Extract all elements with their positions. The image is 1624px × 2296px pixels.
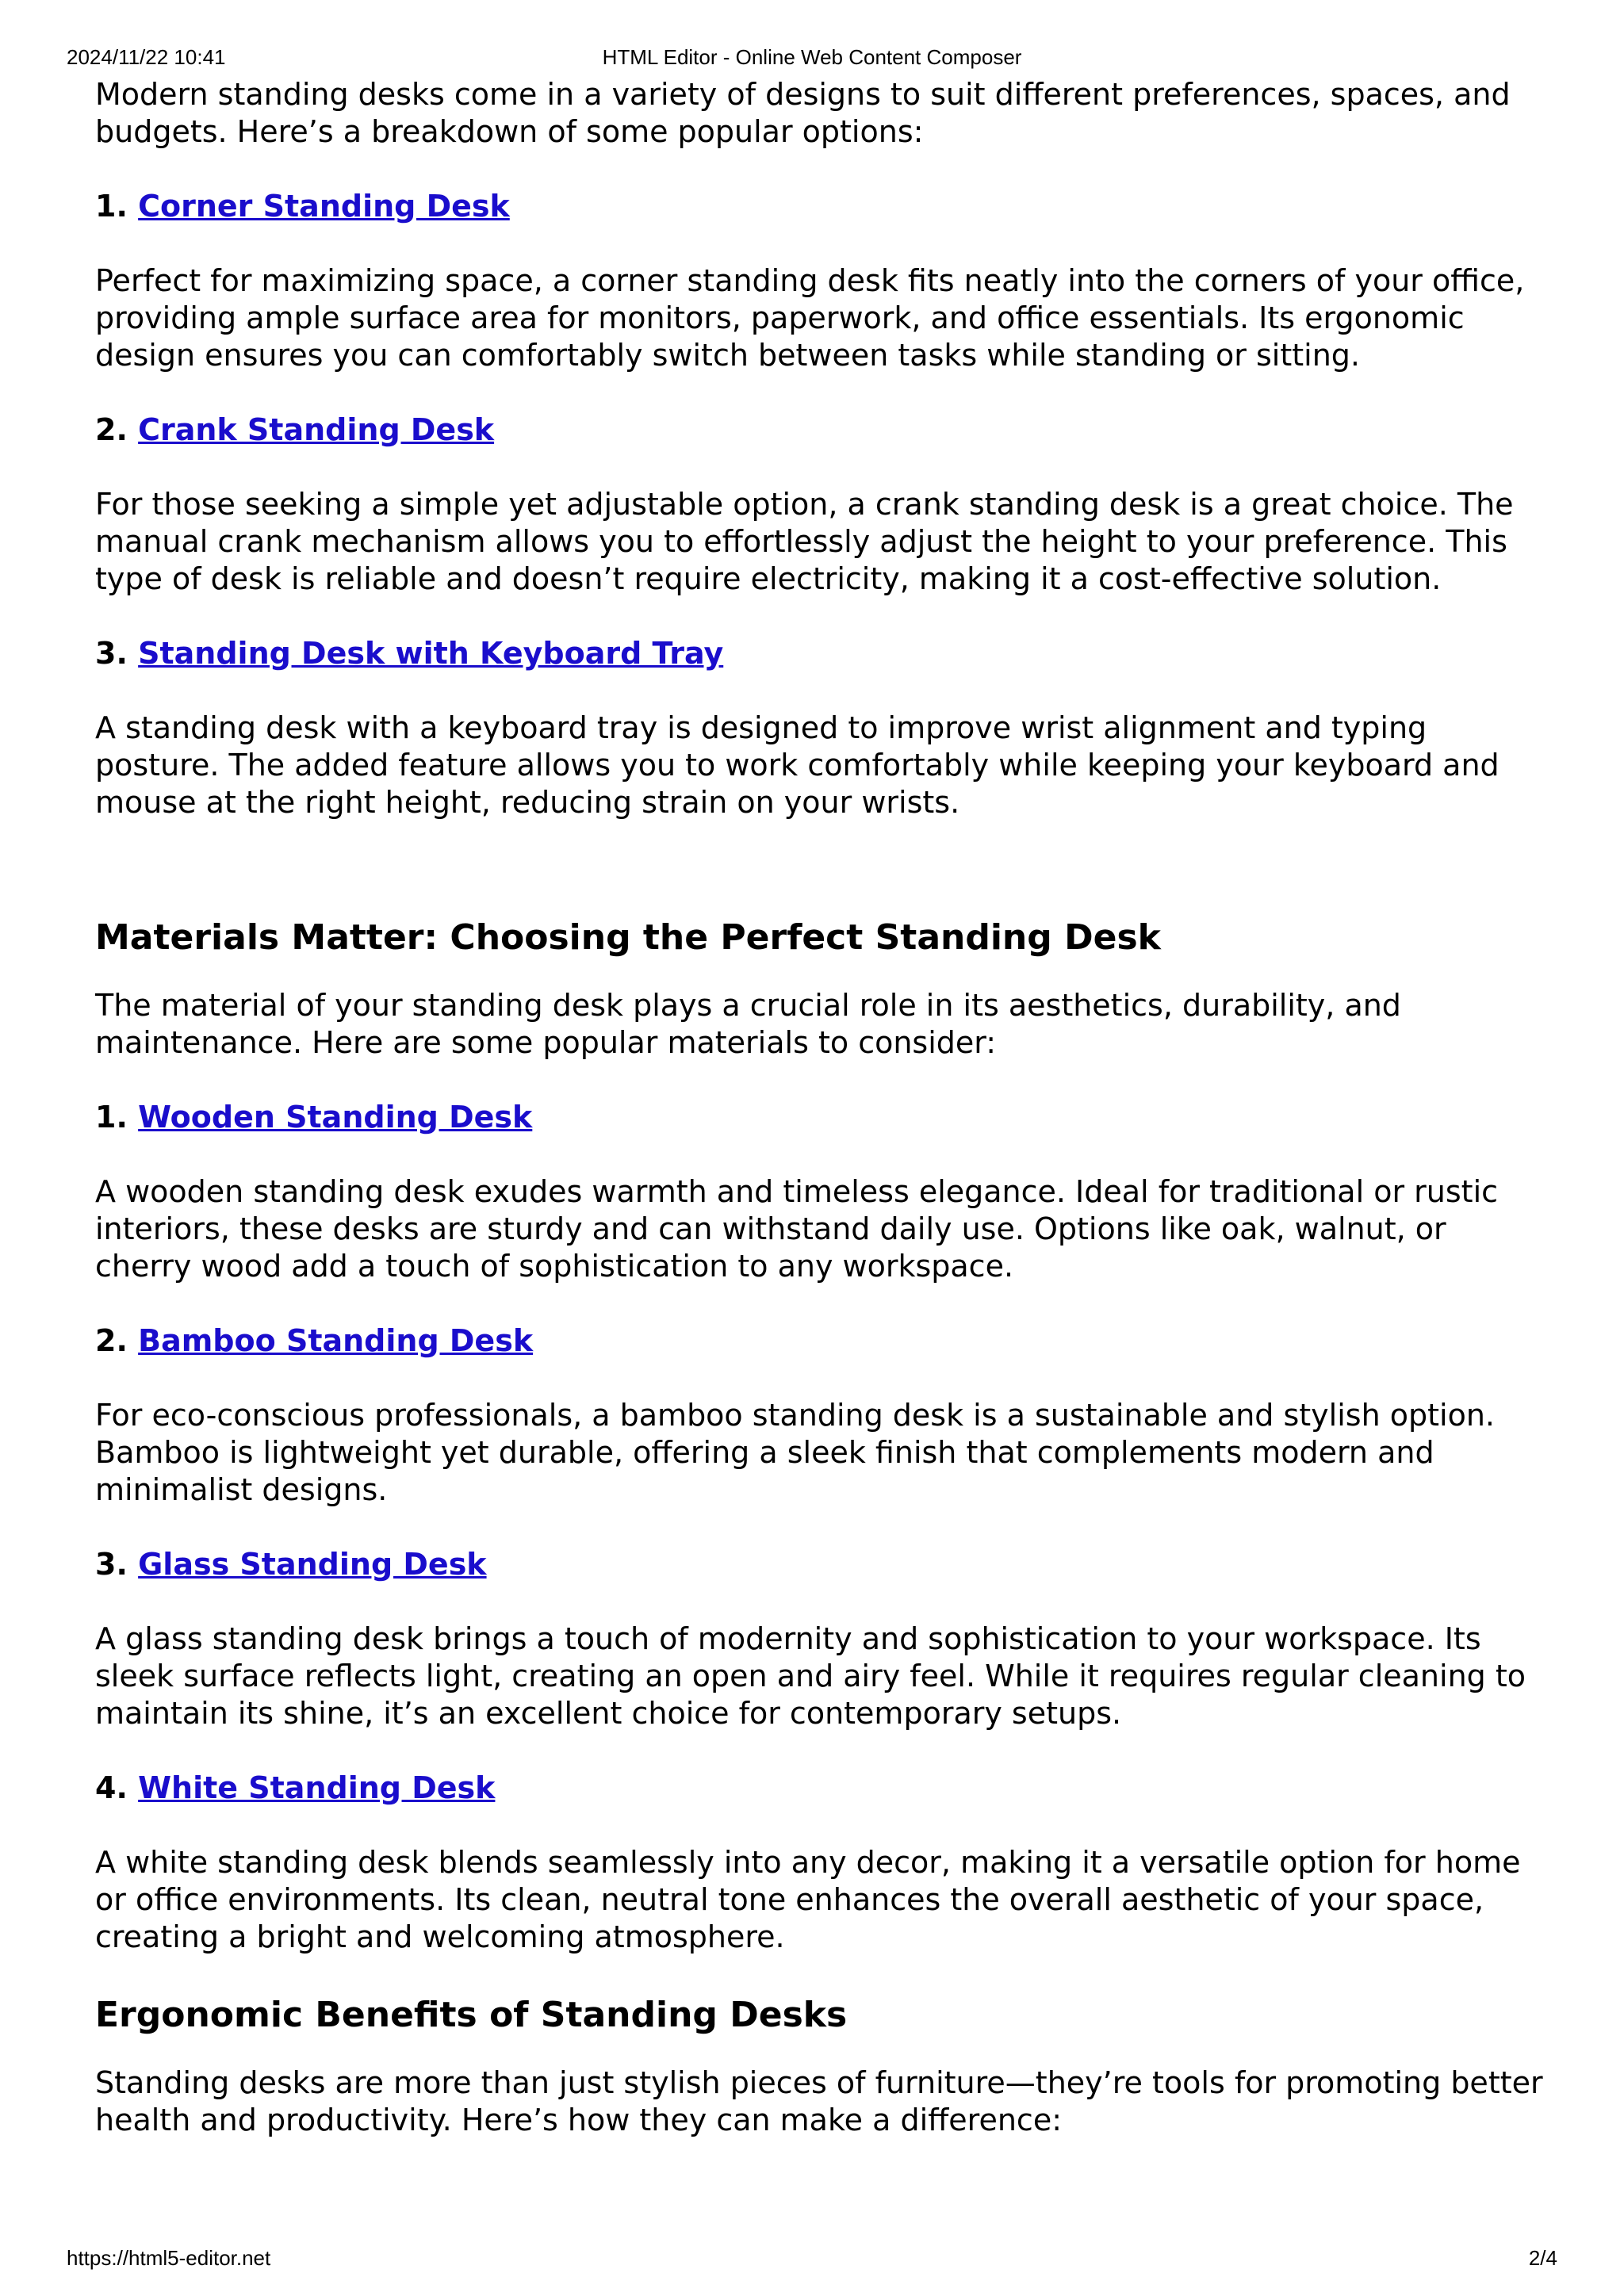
- material-item-glass-heading: [95, 1546, 1546, 1583]
- item-number: 1.: [95, 189, 139, 224]
- material-item-glass-text: A glass standing desk brings a touch of modernity and sophistication to your workspace. Its sleek surface reflects light, creating an open and airy feel. While it requires regular cleaning to maintain its shine, it’s an excellent choice for contemporary setups.: [95, 1621, 1526, 1731]
- page-number: 2/4: [1528, 2246, 1557, 2270]
- material-item-wooden-text: A wooden standing desk exudes warmth and timeless elegance. Ideal for traditional or rustic interiors, these desks are sturdy and can withstand daily use. Options like oak, walnut, or cherry wood add a touch of sophistication to any workspace.: [95, 1174, 1499, 1284]
- section-spacer: [95, 859, 1546, 916]
- designs-intro: Modern standing desks come in a variety of designs to suit different preferences, spaces, and budgets. Here’s a breakdown of some popular options:: [95, 77, 1511, 149]
- print-datetime: 2024/11/22 10:41: [67, 45, 226, 69]
- print-page-title: HTML Editor - Online Web Content Composer: [602, 45, 1022, 69]
- print-footer: [67, 2242, 1557, 2274]
- glass-standing-desk-link[interactable]: Glass Standing Desk: [138, 1547, 487, 1582]
- item-number: 4.: [95, 1770, 139, 1805]
- item-number: 2.: [95, 1323, 139, 1358]
- design-item-corner-heading: [95, 188, 1546, 225]
- materials-intro: The material of your standing desk plays a crucial role in its aesthetics, durability, and maintenance. Here are some popular materials to consider:: [95, 988, 1401, 1060]
- design-item-keyboard-tray-heading: [95, 635, 1546, 672]
- item-number: 2.: [95, 412, 139, 447]
- design-item-crank-heading: [95, 411, 1546, 449]
- article-content: [95, 76, 1546, 2176]
- item-number: 1.: [95, 1100, 139, 1135]
- design-item-keyboard-tray-text: A standing desk with a keyboard tray is designed to improve wrist alignment and typing posture. The added feature allows you to work comfortably while keeping your keyboard and mouse at the right height, reducing strain on your wrists.: [95, 710, 1500, 820]
- item-number: 3.: [95, 1547, 139, 1582]
- print-header: [67, 41, 1557, 73]
- design-item-corner-text: Perfect for maximizing space, a corner standing desk fits neatly into the corners of your office, providing ample surface area for monitors, paperwork, and office essentials. Its ergonomic design ensures you can comfortably switch between tasks while standing or sitting.: [95, 263, 1525, 373]
- keyboard-tray-desk-link[interactable]: Standing Desk with Keyboard Tray: [138, 636, 724, 671]
- print-url: https://html5-editor.net: [67, 2246, 271, 2270]
- white-standing-desk-link[interactable]: White Standing Desk: [138, 1770, 496, 1805]
- item-number: 3.: [95, 636, 139, 671]
- ergonomic-heading: Ergonomic Benefits of Standing Desks: [95, 1995, 848, 2035]
- materials-heading: Materials Matter: Choosing the Perfect Standing Desk: [95, 917, 1161, 958]
- material-item-white-text: A white standing desk blends seamlessly into any decor, making it a versatile option for home or office environments. Its clean, neutral tone enhances the overall aesthetic of your space, creating a bright and welcoming atmosphere.: [95, 1845, 1521, 1954]
- design-item-crank-text: For those seeking a simple yet adjustable option, a crank standing desk is a great choice. The manual crank mechanism allows you to effortlessly adjust the height to your preference. This type of desk is reliable and doesn’t require electricity, making it a cost-effective solution.: [95, 487, 1514, 596]
- material-item-bamboo-heading: [95, 1322, 1546, 1360]
- bamboo-standing-desk-link[interactable]: Bamboo Standing Desk: [138, 1323, 534, 1358]
- material-item-white-heading: [95, 1770, 1546, 1807]
- corner-standing-desk-link[interactable]: Corner Standing Desk: [138, 189, 510, 224]
- crank-standing-desk-link[interactable]: Crank Standing Desk: [138, 412, 495, 447]
- wooden-standing-desk-link[interactable]: Wooden Standing Desk: [138, 1100, 533, 1135]
- material-item-wooden-heading: [95, 1099, 1546, 1136]
- ergonomic-intro: Standing desks are more than just stylish pieces of furniture—they’re tools for promoting better health and productivity. Here’s how they can make a difference:: [95, 2065, 1543, 2137]
- material-item-bamboo-text: For eco-conscious professionals, a bamboo standing desk is a sustainable and stylish option. Bamboo is lightweight yet durable, offering a sleek finish that complements modern and minimalist designs.: [95, 1398, 1495, 1507]
